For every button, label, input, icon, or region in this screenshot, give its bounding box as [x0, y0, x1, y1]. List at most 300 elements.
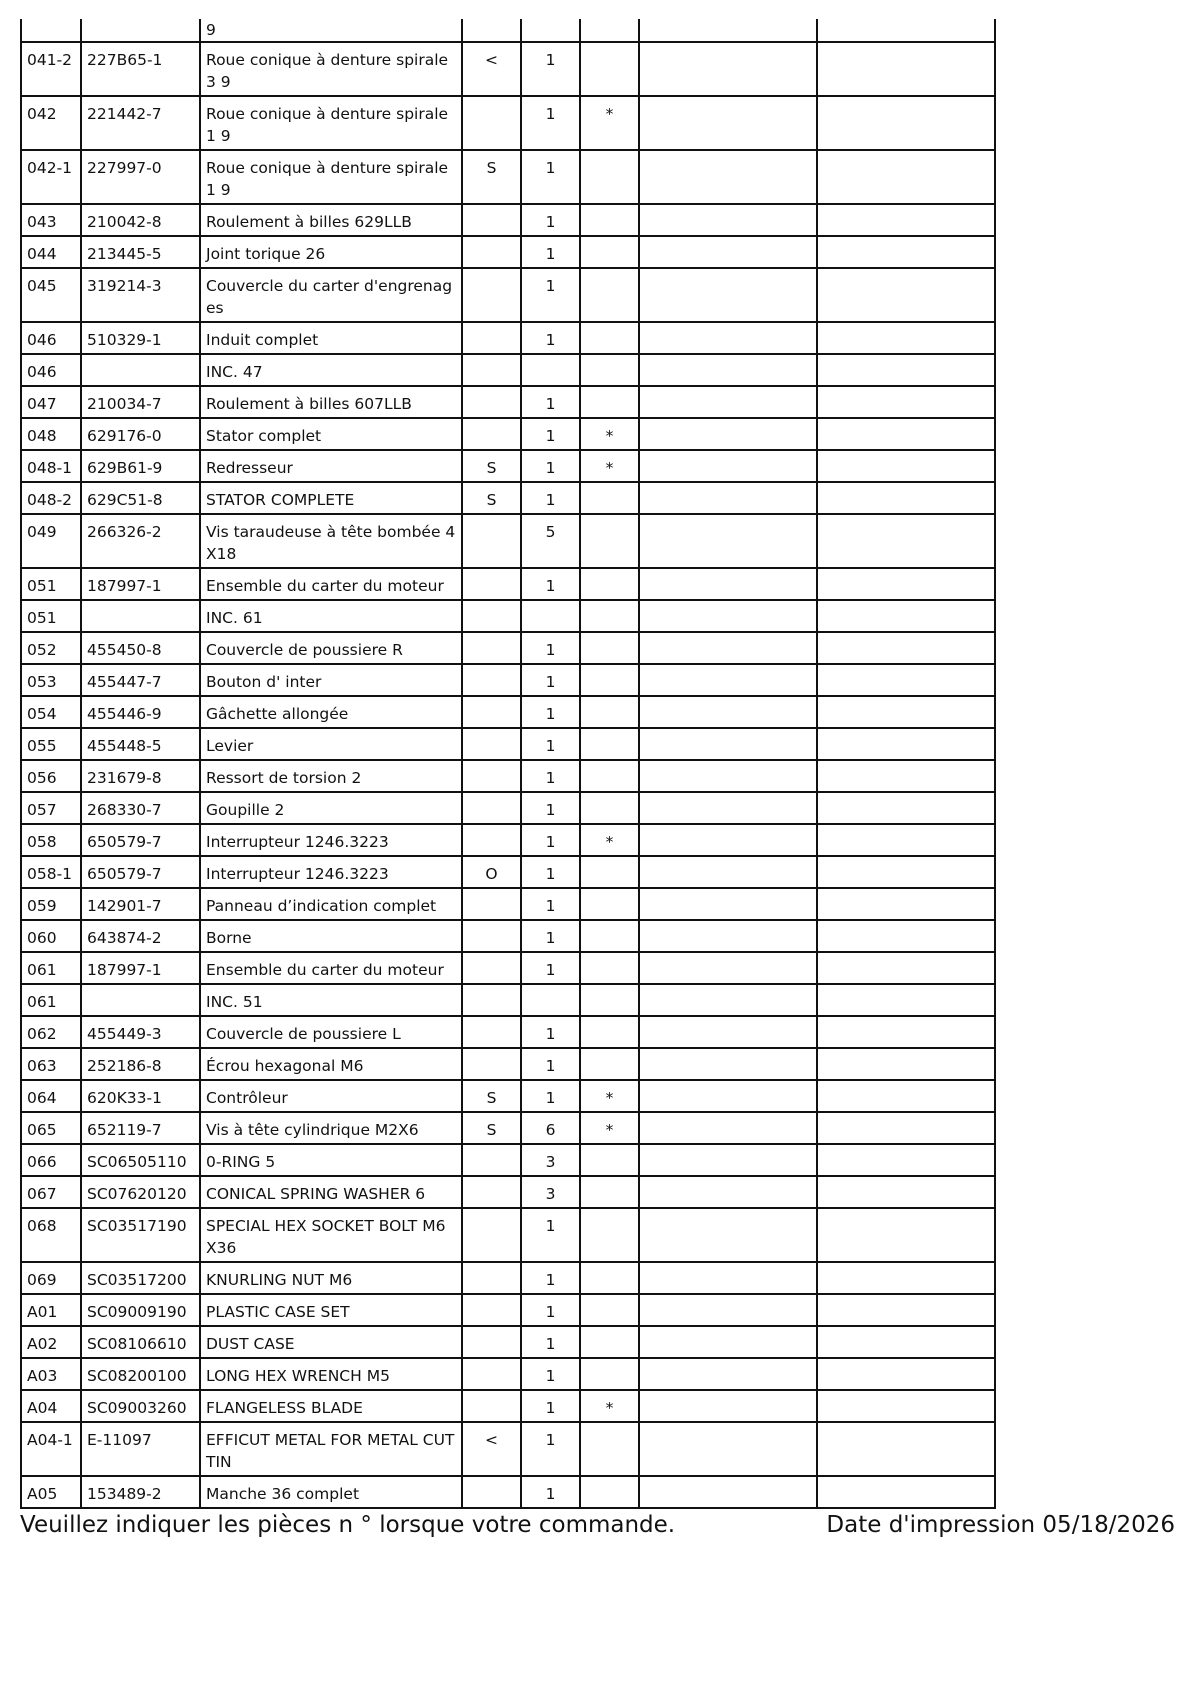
part-number-cell: 252186-8	[81, 1048, 200, 1080]
quantity-cell: 1	[521, 760, 580, 792]
description-cell: KNURLING NUT M6	[200, 1262, 462, 1294]
table-row	[21, 96, 995, 150]
quantity-cell: 1	[521, 1294, 580, 1326]
item-number-cell: 058	[21, 824, 81, 856]
note-cell: S	[462, 450, 521, 482]
note-cell	[462, 760, 521, 792]
description-cell: Goupille 2	[200, 792, 462, 824]
item-number-cell: 051	[21, 568, 81, 600]
note-cell: S	[462, 150, 521, 204]
empty-cell	[639, 696, 817, 728]
marker-cell	[580, 1144, 639, 1176]
empty-cell	[639, 96, 817, 150]
description-cell: Vis taraudeuse à tête bombée 4X18	[200, 514, 462, 568]
note-cell	[462, 386, 521, 418]
table-row	[21, 418, 995, 450]
quantity-cell: 1	[521, 236, 580, 268]
item-number-cell: 057	[21, 792, 81, 824]
note-cell	[462, 952, 521, 984]
item-number-cell: 046	[21, 354, 81, 386]
quantity-cell: 1	[521, 856, 580, 888]
part-number-cell	[81, 19, 200, 42]
part-number-cell: 455446-9	[81, 696, 200, 728]
note-cell: <	[462, 42, 521, 96]
table-row	[21, 1358, 995, 1390]
parts-table	[20, 19, 996, 1509]
part-number-cell: SC03517190	[81, 1208, 200, 1262]
quantity-cell: 1	[521, 386, 580, 418]
item-number-cell: 067	[21, 1176, 81, 1208]
quantity-cell: 1	[521, 450, 580, 482]
empty-cell	[639, 386, 817, 418]
note-cell	[462, 1016, 521, 1048]
quantity-cell: 1	[521, 696, 580, 728]
table-row	[21, 482, 995, 514]
table-row	[21, 268, 995, 322]
note-cell: O	[462, 856, 521, 888]
empty-cell	[639, 760, 817, 792]
empty-cell	[639, 1080, 817, 1112]
marker-cell	[580, 600, 639, 632]
description-cell: FLANGELESS BLADE	[200, 1390, 462, 1422]
marker-cell	[580, 1262, 639, 1294]
empty-cell	[639, 1422, 817, 1476]
table-row	[21, 354, 995, 386]
empty-cell	[817, 1080, 995, 1112]
marker-cell	[580, 1358, 639, 1390]
quantity-cell: 1	[521, 824, 580, 856]
empty-cell	[817, 1294, 995, 1326]
note-cell	[462, 920, 521, 952]
marker-cell	[580, 1294, 639, 1326]
quantity-cell: 1	[521, 482, 580, 514]
table-row	[21, 568, 995, 600]
part-number-cell: 643874-2	[81, 920, 200, 952]
item-number-cell: 061	[21, 984, 81, 1016]
part-number-cell: 153489-2	[81, 1476, 200, 1508]
note-cell	[462, 514, 521, 568]
description-cell: PLASTIC CASE SET	[200, 1294, 462, 1326]
empty-cell	[639, 450, 817, 482]
empty-cell	[817, 418, 995, 450]
empty-cell	[817, 19, 995, 42]
table-row	[21, 664, 995, 696]
part-number-cell: SC08106610	[81, 1326, 200, 1358]
description-cell: Roue conique à denture spirale 1 9	[200, 96, 462, 150]
part-number-cell: 213445-5	[81, 236, 200, 268]
note-cell	[462, 664, 521, 696]
quantity-cell: 1	[521, 1390, 580, 1422]
print-date: Date d'impression 05/18/2026	[826, 1512, 1175, 1538]
quantity-cell: 5	[521, 514, 580, 568]
marker-cell	[580, 1016, 639, 1048]
table-row	[21, 856, 995, 888]
empty-cell	[817, 696, 995, 728]
empty-cell	[817, 1476, 995, 1508]
item-number-cell: 060	[21, 920, 81, 952]
marker-cell	[580, 1326, 639, 1358]
empty-cell	[817, 888, 995, 920]
note-cell	[462, 600, 521, 632]
note-cell	[462, 268, 521, 322]
empty-cell	[639, 632, 817, 664]
table-row	[21, 1390, 995, 1422]
table-row	[21, 1016, 995, 1048]
empty-cell	[639, 482, 817, 514]
empty-cell	[817, 514, 995, 568]
table-row	[21, 19, 995, 42]
quantity-cell: 1	[521, 96, 580, 150]
part-number-cell: 629176-0	[81, 418, 200, 450]
description-cell: Ressort de torsion 2	[200, 760, 462, 792]
empty-cell	[639, 728, 817, 760]
marker-cell	[580, 204, 639, 236]
item-number-cell: A01	[21, 1294, 81, 1326]
marker-cell	[580, 236, 639, 268]
empty-cell	[639, 920, 817, 952]
description-cell: Roue conique à denture spirale 3 9	[200, 42, 462, 96]
description-cell: Panneau d’indication complet	[200, 888, 462, 920]
part-number-cell: 455447-7	[81, 664, 200, 696]
description-cell: Couvercle de poussiere R	[200, 632, 462, 664]
description-cell: DUST CASE	[200, 1326, 462, 1358]
empty-cell	[817, 450, 995, 482]
empty-cell	[639, 418, 817, 450]
item-number-cell: 041-2	[21, 42, 81, 96]
table-row	[21, 514, 995, 568]
note-cell	[462, 1326, 521, 1358]
item-number-cell: 069	[21, 1262, 81, 1294]
item-number-cell: 056	[21, 760, 81, 792]
description-cell: Redresseur	[200, 450, 462, 482]
table-row	[21, 696, 995, 728]
item-number-cell: 048-1	[21, 450, 81, 482]
item-number-cell: 062	[21, 1016, 81, 1048]
table-row	[21, 632, 995, 664]
part-number-cell: 510329-1	[81, 322, 200, 354]
quantity-cell: 1	[521, 664, 580, 696]
quantity-cell: 1	[521, 1016, 580, 1048]
marker-cell	[580, 568, 639, 600]
marker-cell	[580, 952, 639, 984]
note-cell	[462, 1390, 521, 1422]
description-cell: Levier	[200, 728, 462, 760]
table-row	[21, 1476, 995, 1508]
description-cell: Ensemble du carter du moteur	[200, 952, 462, 984]
empty-cell	[817, 1016, 995, 1048]
part-number-cell: 650579-7	[81, 824, 200, 856]
part-number-cell	[81, 600, 200, 632]
part-number-cell: SC03517200	[81, 1262, 200, 1294]
empty-cell	[817, 952, 995, 984]
empty-cell	[639, 1176, 817, 1208]
quantity-cell: 1	[521, 42, 580, 96]
empty-cell	[639, 1390, 817, 1422]
note-cell	[462, 354, 521, 386]
table-row	[21, 1080, 995, 1112]
empty-cell	[639, 514, 817, 568]
marker-cell: *	[580, 450, 639, 482]
description-cell: EFFICUT METAL FOR METAL CUT TIN	[200, 1422, 462, 1476]
part-number-cell: 266326-2	[81, 514, 200, 568]
marker-cell	[580, 664, 639, 696]
item-number-cell: 055	[21, 728, 81, 760]
description-cell: Contrôleur	[200, 1080, 462, 1112]
item-number-cell: 052	[21, 632, 81, 664]
empty-cell	[639, 204, 817, 236]
marker-cell	[580, 386, 639, 418]
marker-cell	[580, 920, 639, 952]
table-row	[21, 920, 995, 952]
description-cell: Vis à tête cylindrique M2X6	[200, 1112, 462, 1144]
note-cell	[462, 984, 521, 1016]
marker-cell	[580, 984, 639, 1016]
empty-cell	[639, 1144, 817, 1176]
part-number-cell: 629B61-9	[81, 450, 200, 482]
item-number-cell: 059	[21, 888, 81, 920]
part-number-cell: 231679-8	[81, 760, 200, 792]
empty-cell	[639, 568, 817, 600]
item-number-cell: 042	[21, 96, 81, 150]
empty-cell	[817, 1326, 995, 1358]
empty-cell	[817, 856, 995, 888]
note-cell	[462, 888, 521, 920]
part-number-cell: SC09003260	[81, 1390, 200, 1422]
empty-cell	[817, 1422, 995, 1476]
item-number-cell: 053	[21, 664, 81, 696]
note-cell	[462, 1144, 521, 1176]
description-cell: Borne	[200, 920, 462, 952]
description-cell: Écrou hexagonal M6	[200, 1048, 462, 1080]
table-row	[21, 728, 995, 760]
item-number-cell: A04	[21, 1390, 81, 1422]
item-number-cell: A02	[21, 1326, 81, 1358]
quantity-cell: 1	[521, 204, 580, 236]
note-cell	[462, 824, 521, 856]
table-row	[21, 386, 995, 418]
description-cell: INC. 47	[200, 354, 462, 386]
empty-cell	[817, 354, 995, 386]
marker-cell: *	[580, 1112, 639, 1144]
empty-cell	[639, 952, 817, 984]
table-row	[21, 1144, 995, 1176]
description-cell: Interrupteur 1246.3223	[200, 824, 462, 856]
description-cell: 0-RING 5	[200, 1144, 462, 1176]
item-number-cell	[21, 19, 81, 42]
marker-cell	[580, 19, 639, 42]
marker-cell	[580, 514, 639, 568]
quantity-cell: 1	[521, 268, 580, 322]
part-number-cell: 227997-0	[81, 150, 200, 204]
empty-cell	[817, 664, 995, 696]
marker-cell	[580, 322, 639, 354]
quantity-cell: 6	[521, 1112, 580, 1144]
quantity-cell	[521, 354, 580, 386]
empty-cell	[639, 236, 817, 268]
quantity-cell: 1	[521, 1208, 580, 1262]
note-cell	[462, 1208, 521, 1262]
empty-cell	[817, 386, 995, 418]
marker-cell	[580, 354, 639, 386]
part-number-cell: 455449-3	[81, 1016, 200, 1048]
description-cell: STATOR COMPLETE	[200, 482, 462, 514]
part-number-cell: 455448-5	[81, 728, 200, 760]
part-number-cell: 210042-8	[81, 204, 200, 236]
marker-cell	[580, 856, 639, 888]
quantity-cell: 3	[521, 1176, 580, 1208]
empty-cell	[817, 824, 995, 856]
item-number-cell: 058-1	[21, 856, 81, 888]
table-row	[21, 1112, 995, 1144]
empty-cell	[817, 984, 995, 1016]
part-number-cell: 650579-7	[81, 856, 200, 888]
part-number-cell: 455450-8	[81, 632, 200, 664]
quantity-cell: 1	[521, 920, 580, 952]
part-number-cell: 210034-7	[81, 386, 200, 418]
description-cell: Couvercle du carter d'engrenages	[200, 268, 462, 322]
part-number-cell: 620K33-1	[81, 1080, 200, 1112]
part-number-cell: SC06505110	[81, 1144, 200, 1176]
quantity-cell: 1	[521, 418, 580, 450]
marker-cell	[580, 268, 639, 322]
note-cell	[462, 568, 521, 600]
item-number-cell: 064	[21, 1080, 81, 1112]
part-number-cell: 187997-1	[81, 952, 200, 984]
part-number-cell: SC09009190	[81, 1294, 200, 1326]
empty-cell	[639, 984, 817, 1016]
note-cell: S	[462, 482, 521, 514]
quantity-cell: 1	[521, 1476, 580, 1508]
item-number-cell: 044	[21, 236, 81, 268]
quantity-cell	[521, 19, 580, 42]
description-cell: Roulement à billes 607LLB	[200, 386, 462, 418]
note-cell	[462, 322, 521, 354]
item-number-cell: 045	[21, 268, 81, 322]
marker-cell	[580, 1208, 639, 1262]
table-row	[21, 1208, 995, 1262]
table-row	[21, 600, 995, 632]
marker-cell	[580, 632, 639, 664]
marker-cell	[580, 1048, 639, 1080]
quantity-cell: 1	[521, 888, 580, 920]
description-cell: INC. 51	[200, 984, 462, 1016]
empty-cell	[817, 568, 995, 600]
table-row	[21, 792, 995, 824]
item-number-cell: 047	[21, 386, 81, 418]
note-cell: <	[462, 1422, 521, 1476]
empty-cell	[817, 1390, 995, 1422]
quantity-cell: 1	[521, 792, 580, 824]
item-number-cell: 051	[21, 600, 81, 632]
empty-cell	[817, 1208, 995, 1262]
quantity-cell: 1	[521, 568, 580, 600]
item-number-cell: 063	[21, 1048, 81, 1080]
marker-cell	[580, 482, 639, 514]
empty-cell	[639, 268, 817, 322]
quantity-cell: 1	[521, 632, 580, 664]
quantity-cell: 1	[521, 1048, 580, 1080]
table-row	[21, 1262, 995, 1294]
note-cell	[462, 696, 521, 728]
table-row	[21, 236, 995, 268]
item-number-cell: 068	[21, 1208, 81, 1262]
part-number-cell: 187997-1	[81, 568, 200, 600]
empty-cell	[817, 1176, 995, 1208]
table-row	[21, 1048, 995, 1080]
quantity-cell: 1	[521, 1358, 580, 1390]
table-row	[21, 204, 995, 236]
part-number-cell: 629C51-8	[81, 482, 200, 514]
part-number-cell	[81, 354, 200, 386]
part-number-cell	[81, 984, 200, 1016]
empty-cell	[817, 42, 995, 96]
item-number-cell: 048-2	[21, 482, 81, 514]
description-cell: Gâchette allongée	[200, 696, 462, 728]
item-number-cell: 061	[21, 952, 81, 984]
part-number-cell: SC07620120	[81, 1176, 200, 1208]
empty-cell	[639, 150, 817, 204]
marker-cell	[580, 150, 639, 204]
note-cell	[462, 792, 521, 824]
quantity-cell: 1	[521, 322, 580, 354]
note-cell	[462, 19, 521, 42]
empty-cell	[639, 1476, 817, 1508]
description-cell: Induit complet	[200, 322, 462, 354]
marker-cell: *	[580, 1080, 639, 1112]
quantity-cell	[521, 600, 580, 632]
empty-cell	[639, 1208, 817, 1262]
marker-cell: *	[580, 1390, 639, 1422]
marker-cell	[580, 760, 639, 792]
empty-cell	[639, 1262, 817, 1294]
marker-cell: *	[580, 418, 639, 450]
item-number-cell: 046	[21, 322, 81, 354]
marker-cell	[580, 792, 639, 824]
quantity-cell: 1	[521, 728, 580, 760]
empty-cell	[817, 1048, 995, 1080]
empty-cell	[639, 856, 817, 888]
table-row	[21, 952, 995, 984]
item-number-cell: A04-1	[21, 1422, 81, 1476]
note-cell	[462, 236, 521, 268]
note-cell: S	[462, 1112, 521, 1144]
empty-cell	[817, 1112, 995, 1144]
quantity-cell: 1	[521, 1262, 580, 1294]
table-row	[21, 1294, 995, 1326]
empty-cell	[817, 728, 995, 760]
note-cell	[462, 632, 521, 664]
item-number-cell: 049	[21, 514, 81, 568]
marker-cell	[580, 696, 639, 728]
empty-cell	[817, 632, 995, 664]
empty-cell	[817, 236, 995, 268]
item-number-cell: 066	[21, 1144, 81, 1176]
table-row	[21, 1326, 995, 1358]
part-number-cell: 319214-3	[81, 268, 200, 322]
description-cell: Stator complet	[200, 418, 462, 450]
note-cell	[462, 1176, 521, 1208]
note-cell	[462, 1358, 521, 1390]
table-row	[21, 824, 995, 856]
table-row	[21, 42, 995, 96]
description-cell: Manche 36 complet	[200, 1476, 462, 1508]
empty-cell	[639, 1326, 817, 1358]
empty-cell	[639, 1112, 817, 1144]
note-cell	[462, 1262, 521, 1294]
empty-cell	[639, 824, 817, 856]
note-cell	[462, 418, 521, 450]
empty-cell	[639, 1016, 817, 1048]
